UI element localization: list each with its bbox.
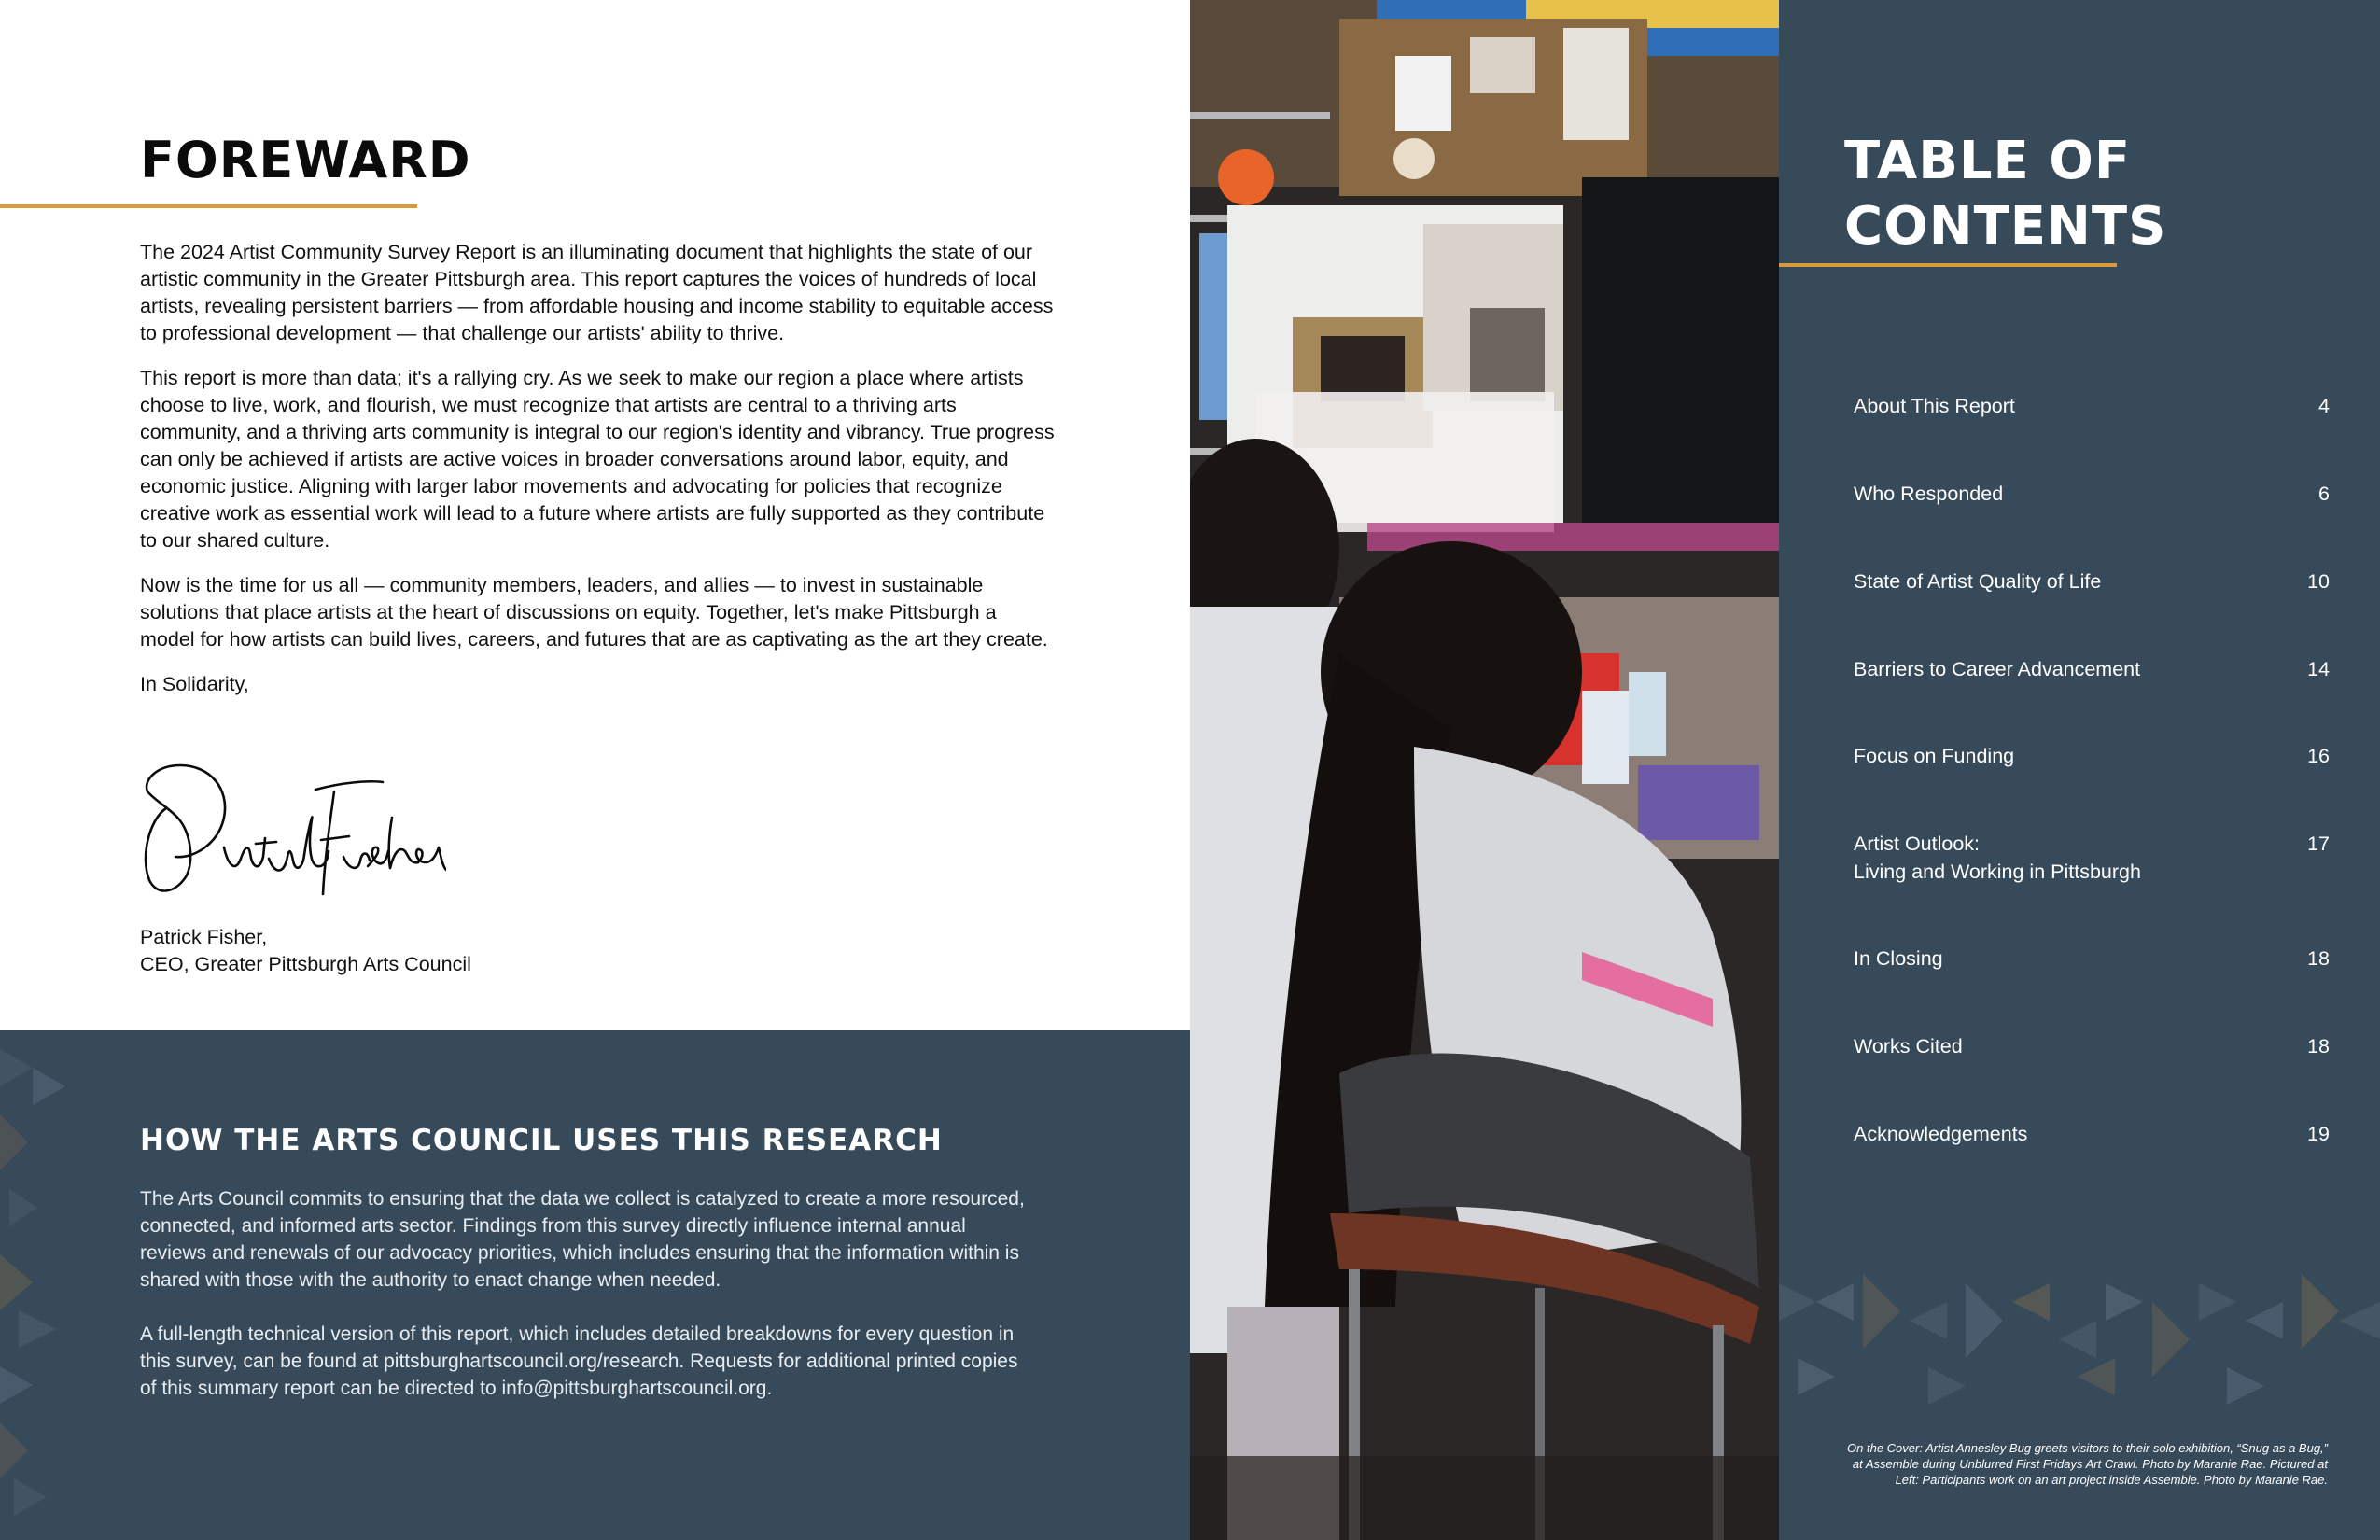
- research-body: [140, 1185, 1036, 1429]
- toc-entry-page: 10: [2307, 570, 2330, 593]
- children-art-project-photo: [1190, 0, 1779, 1540]
- toc-entry-page: 17: [2307, 833, 2330, 855]
- research-paragraph: A full-length technical version of this report, which includes detailed breakdowns for every question in this survey, can be found at pittsburghartscouncil.org/research. Requests for additional printed copies of this summary report can be directed to info@pittsburghartscouncil.org.: [140, 1323, 1018, 1399]
- signer-block: [140, 924, 471, 978]
- toc-entry-title: About This Report: [1854, 395, 2015, 417]
- toc-entry-subtitle: Living and Working in Pittsburgh: [1854, 861, 2141, 883]
- foreward-paragraph: The 2024 Artist Community Survey Report is an illuminating document that highlights the state of our artistic community in the Greater Pittsburgh area. This report captures the voices of hundreds of local artists, revealing persistent barriers — from affordable housing and income stability to equitable access to professional development — that challenge our artists' ability to thrive.: [140, 241, 1054, 344]
- toc-entry-title: Who Responded: [1854, 483, 2004, 505]
- toc-heading: [1844, 129, 2166, 259]
- toc-entry-page: 18: [2307, 947, 2330, 970]
- foreward-paragraph: Now is the time for us all — community members, leaders, and allies — to invest in sustainable solutions that place artists at the heart of discussions on equity. Together, let's make Pittsburgh a model for how artists can build lives, careers, and futures that are as captivating as the art they create.: [140, 574, 1048, 651]
- research-paragraph: The Arts Council commits to ensuring that the data we collect is catalyzed to create a more resourced, connected, and informed arts sector. Findings from this survey directly influence internal annual reviews and renewals of our advocacy priorities, which includes ensuring that the information within is shared with those with the authority to enact change when needed.: [140, 1188, 1025, 1291]
- foreward-heading: FOREWARD: [140, 131, 471, 189]
- foreward-accent-rule: [0, 204, 417, 208]
- toc-entry-page: 4: [2318, 395, 2330, 417]
- foreward-body: [140, 239, 1055, 716]
- toc-accent-rule: [1779, 263, 2117, 267]
- signature-image: [138, 754, 446, 903]
- table-of-contents-panel: [1779, 0, 2380, 1540]
- toc-entry-title: Works Cited: [1854, 1035, 1963, 1057]
- toc-entry-page: 6: [2318, 483, 2330, 505]
- signer-title: CEO, Greater Pittsburgh Arts Council: [140, 953, 471, 975]
- quilt-pattern-decoration: [1779, 1265, 2380, 1414]
- toc-entry-title: State of Artist Quality of Life: [1854, 570, 2102, 593]
- research-heading: HOW THE ARTS COUNCIL USES THIS RESEARCH: [140, 1124, 943, 1157]
- toc-heading-line: CONTENTS: [1844, 196, 2167, 257]
- foreward-paragraph: This report is more than data; it's a rallying cry. As we seek to make our region a place where artists choose to live, work, and flourish, we must recognize that artists are central to a thriving arts community, and a thriving arts community is integral to our region's identity and vibrancy. True progress can only be achieved if artists are active voices in broader conversations around labor, equity, and economic justice. Aligning with larger labor movements and advocating for policies that recognize creative work as essential work will lead to a future where artists are fully supported as they contribute to our shared culture.: [140, 367, 1055, 552]
- signer-name: Patrick Fisher,: [140, 926, 268, 948]
- toc-entry-title: Acknowledgements: [1854, 1123, 2028, 1145]
- foreward-closing: In Solidarity,: [140, 673, 249, 695]
- toc-heading-line: TABLE OF: [1844, 131, 2132, 191]
- toc-entry-title: Artist Outlook:: [1854, 833, 1981, 855]
- toc-entry-title: In Closing: [1854, 947, 1943, 970]
- toc-entry-page: 19: [2307, 1123, 2330, 1145]
- toc-entry-title: Focus on Funding: [1854, 745, 2015, 767]
- toc-entry-title: Barriers to Career Advancement: [1854, 658, 2141, 680]
- toc-entry-page: 14: [2307, 658, 2330, 680]
- toc-entry-page: 16: [2307, 745, 2330, 767]
- quilt-pattern-decoration: [0, 1030, 65, 1540]
- research-panel: [0, 1030, 1190, 1540]
- toc-entry-page: 18: [2307, 1035, 2330, 1057]
- photo-caption: On the Cover: Artist Annesley Bug greets visitors to their solo exhibition, “Snug as a Bug,” at Assemble during Unblurred First Fridays Art Crawl. Photo by Maranie Rae. Pictured at Left: Participants work on an art project inside Assemble. Photo by Maranie Rae.: [1847, 1441, 2328, 1487]
